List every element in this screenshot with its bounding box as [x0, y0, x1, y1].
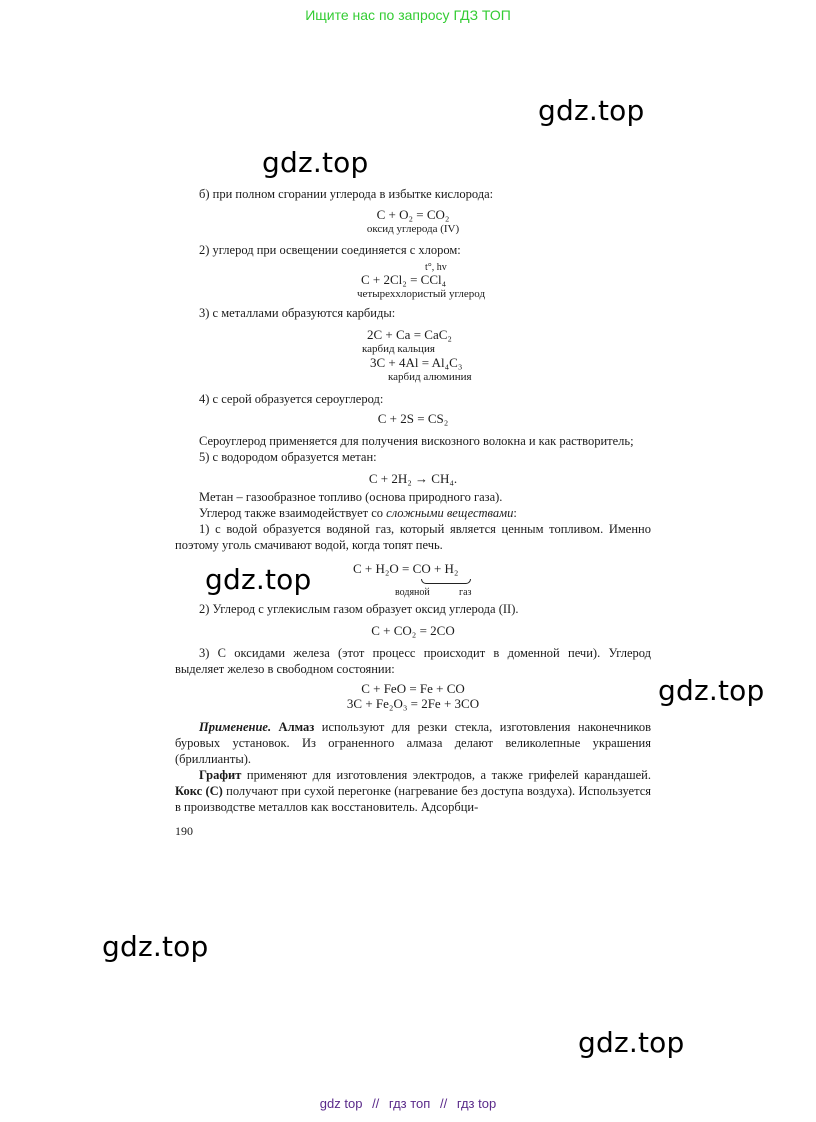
- equation-aluminium-carbide: 3C + 4Al = Al₄C₃: [370, 355, 463, 370]
- paragraph-iron: 3) С оксидами железа (этот процесс происходит в доменной печи). Углерод выделяет железо в свободном состоянии:: [175, 646, 651, 676]
- text-run: :: [513, 506, 517, 520]
- watermark: gdz.top: [102, 930, 209, 963]
- equation-left: C + H₂O =: [353, 561, 413, 576]
- underbrace: [421, 579, 471, 584]
- footer-separator: //: [439, 1096, 448, 1111]
- term-diamond: Алмаз: [271, 720, 315, 734]
- paragraph-item-5: 5) с водородом образуется метан:: [199, 450, 377, 464]
- paragraph-application: [175, 719, 651, 767]
- footer-separator: //: [372, 1096, 380, 1111]
- equation-caption: четыреххлористый углерод: [357, 288, 486, 300]
- footer-link[interactable]: гдз top: [456, 1096, 497, 1111]
- text-run: Углерод также взаимодействует со: [199, 506, 387, 520]
- page-number: 190: [175, 824, 193, 838]
- equation-carbon-oxygen: C + O₂ = CO₂: [376, 207, 450, 222]
- equation-caption: оксид углерода (IV): [366, 223, 460, 235]
- equation-feo: C + FeO = Fe + CO: [361, 681, 465, 696]
- text-run: используют для резки стекла, изготовления наконечников буровых установок. Из ограненного алмаза делают великолепные украшения (бриллианты).: [175, 720, 652, 766]
- equation-water-gas: [353, 561, 458, 577]
- watermark: gdz.top: [578, 1026, 685, 1059]
- equation-methane: C + 2H₂ → CH₄.: [368, 471, 458, 486]
- paragraph-item-3: 3) с металлами образуются карбиды:: [199, 306, 396, 320]
- paragraph-water: 1) с водой образуется водяной газ, который является ценным топливом. Именно поэтому уголь смачивают водой, когда топят печь.: [175, 522, 651, 552]
- equation-fe2o3: 3C + Fe₂O₃ = 2Fe + 3CO: [346, 696, 480, 711]
- text-run: применяют для изготовления электродов, а также грифелей карандашей.: [241, 768, 651, 782]
- term-graphite: Графит: [199, 768, 242, 782]
- footer-link[interactable]: gdz top: [319, 1096, 363, 1111]
- heading-application: Применение.: [199, 720, 272, 734]
- paragraph-co2: 2) Углерод с углекислым газом образует оксид углерода (II).: [199, 602, 519, 616]
- equation-caption: карбид алюминия: [388, 371, 472, 383]
- paragraph-item-4: 4) с серой образуется сероуглерод:: [199, 392, 384, 406]
- equation-carbon-sulfur: C + 2S = CS₂: [377, 411, 449, 426]
- text-emphasis: сложными веществами: [386, 506, 514, 520]
- equation-block-water-gas: [175, 559, 651, 599]
- reaction-condition: t°, hv: [425, 262, 447, 273]
- equation-caption: газ: [459, 587, 472, 598]
- equation-carbon-co2: C + CO₂ = 2CO: [371, 623, 455, 638]
- equation-right: CO + H₂: [412, 561, 459, 576]
- equation-carbon-chlorine: C + 2Cl₂ = CCl₄: [361, 272, 447, 287]
- footer-links: [0, 1096, 816, 1111]
- footer-link[interactable]: гдз топ: [388, 1096, 431, 1111]
- paragraph-cs2: Сероуглерод применяется для получения вискозного волокна и как растворитель;: [199, 434, 634, 448]
- equation-block-carbides: [175, 321, 651, 381]
- paragraph-item-2: 2) углерод при освещении соединяется с хлором:: [199, 243, 461, 257]
- equation-caption: карбид кальция: [362, 343, 435, 355]
- text-run: получают при сухой перегонке (нагревание без доступа воздуха). Используется в производстве металлов как восстановитель. Адсорбци-: [175, 784, 651, 814]
- equation-calcium-carbide: 2C + Ca = CaC₂: [367, 327, 452, 342]
- textbook-page: [175, 186, 651, 815]
- watermark: gdz.top: [262, 146, 369, 179]
- paragraph-complex: [175, 505, 651, 521]
- term-coke: Кокс (С): [175, 784, 223, 798]
- equation-caption: водяной: [395, 587, 430, 598]
- watermark: gdz.top: [538, 94, 645, 127]
- watermark: gdz.top: [658, 674, 765, 707]
- paragraph-methane: Метан – газообразное топливо (основа природного газа).: [199, 490, 503, 504]
- paragraph-graphite: [175, 767, 651, 815]
- search-banner[interactable]: Ищите нас по запросу ГДЗ ТОП: [305, 7, 511, 23]
- paragraph-b: б) при полном сгорании углерода в избытке кислорода:: [199, 187, 494, 201]
- equation-block-chlorine: [175, 258, 651, 300]
- watermark: gdz.top: [205, 563, 312, 596]
